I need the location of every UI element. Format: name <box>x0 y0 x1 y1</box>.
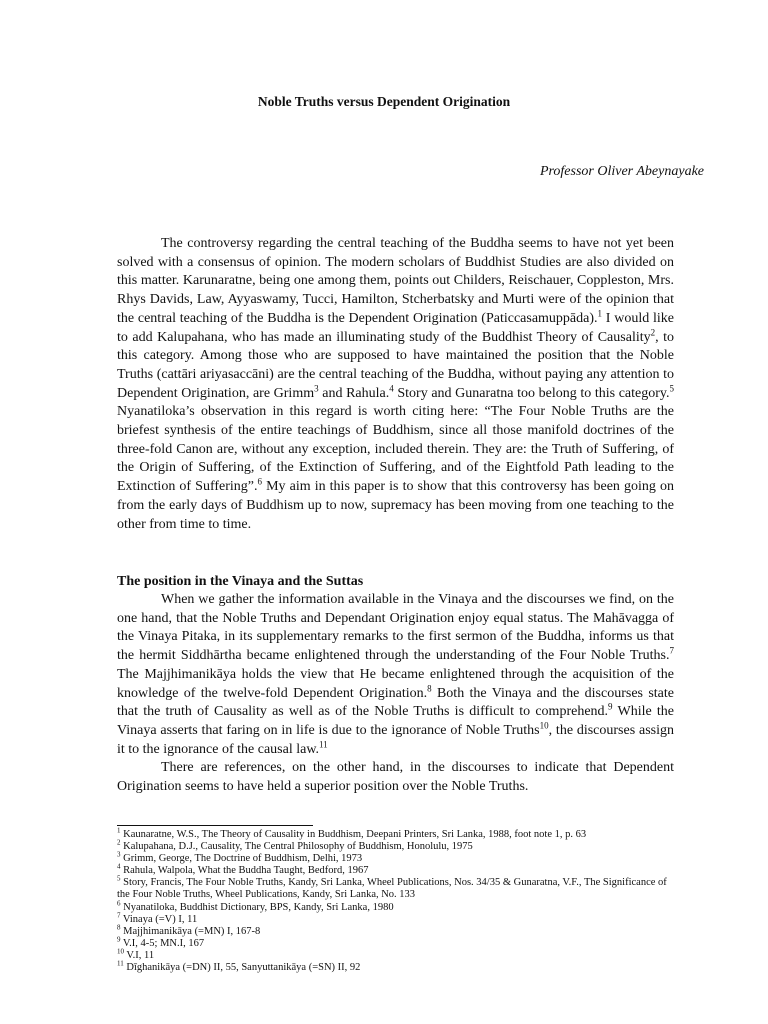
footnote-divider <box>117 825 313 826</box>
section-1 <box>117 235 674 534</box>
footnote: $^1$ Kaunaratne, W.S., The Theory of Causality in Buddhism, Deepani Printers, Sri Lanka, 1988, foot note 1, p. 63 <box>117 826 587 840</box>
footnote: $^{11}$ Dīghanikāya (=DN) II, 55, Sanyuttanikāya (=SN) II, 92 <box>117 959 361 974</box>
footnote-ref[interactable]: 10 <box>539 720 549 731</box>
section-heading: The position in the Vinaya and the Suttas <box>117 574 364 589</box>
body-paragraph: There are references, on the other hand, in the discourses to indicate that Dependent Origination seems to have held a superior position over the Noble Truths. <box>117 760 674 795</box>
footnote-ref[interactable]: 4 <box>389 382 394 393</box>
section-2 <box>117 591 674 797</box>
footnote-ref[interactable]: 6 <box>257 476 262 487</box>
footnotes <box>117 826 677 974</box>
paper-title: Noble Truths versus Dependent Origination <box>257 94 511 109</box>
footnote: $^2$ Kalupahana, D.J., Causality, The Central Philosophy of Buddhism, Honolulu, 1975 <box>117 838 473 853</box>
footnote-ref[interactable]: 9 <box>608 701 613 712</box>
footnote-ref[interactable]: 1 <box>597 308 603 319</box>
footnote-ref[interactable]: 2 <box>650 326 656 337</box>
footnote: $^3$ Grimm, George, The Doctrine of Buddhism, Delhi, 1973 <box>117 850 363 865</box>
footnote: $^5$ Story, Francis, The Four Noble Truths, Kandy, Sri Lanka, Wheel Publications, Nos. 34/35 & Gunaratna, V.F., The Significance of the Four Noble Truths, Wheel Publications, Kandy, Sri Lanka, No. 133 <box>117 874 667 901</box>
footnote: $^6$ Nyanatiloka, Buddhist Dictionary, BPS, Kandy, Sri Lanka, 1980 <box>117 899 394 913</box>
body-paragraph: When we gather the information available in the Vinaya and the discourses we find, on the one hand, that the Noble Truths and Dependant Origination enjoy equal status. The Mahāvagga of the Vinaya Pitaka, in its supplementary remarks to the first sermon of the Buddha, informs us that the hermit Siddhārtha became enlightened through the understanding of the Four Noble Truths.$^7$ The Majjhimanikāya holds the view that He became enlightened through the acquisition of the knowledge of the twelve-fold Dependent Origination.$^8$ Both the Vinaya and the discourses state that the truth of Causality as well as of the Noble Truths is difficult to comprehend.$^9$ While the Vinaya asserts that faring on in life is due to the ignorance of Noble Truths$^{10}$, the discourses assign it to the ignorance of the causal law.$^{11}$ <box>117 592 675 757</box>
footnote: $^4$ Rahula, Walpola, What the Buddha Taught, Bedford, 1967 <box>117 862 369 877</box>
author-name: Professor Oliver Abeynayake <box>539 164 704 179</box>
footnote: $^{10}$ V.I, 11 <box>117 947 155 961</box>
footnote: $^9$ V.I, 4-5; MN.I, 167 <box>117 935 205 949</box>
footnote-ref[interactable]: 8 <box>427 682 432 693</box>
footnote-ref[interactable]: 5 <box>669 382 675 393</box>
footnote: $^8$ Majjhimanikāya (=MN) I, 167-8 <box>117 923 261 937</box>
footnote: $^7$ Vinaya (=V) I, 11 <box>117 911 198 925</box>
footnote-ref[interactable]: 11 <box>319 738 328 749</box>
footnote-ref[interactable]: 3 <box>314 382 319 393</box>
footnote-ref[interactable]: 7 <box>669 645 674 656</box>
body-paragraph: The controversy regarding the central teaching of the Buddha seems to have not yet been solved with a consensus of opinion. The modern scholars of Buddhist Studies are also divided on this matter. Karunaratne, being one among them, points out Childers, Reischauer, Coppleston, Mrs. Rhys Davids, Law, Ayyaswamy, Tucci, Hamilton, Stcherbatsky and Murti were of the opinion that the central teaching of the Buddha is the Dependent Origination (Paticcasamuppāda).$^1$ I would like to add Kalupahana, who has made an illuminating study of the Buddhist Theory of Causality$^2$, to this category. Among those who are supposed to have maintained the position that the Noble Truths (cattāri ariyasaccāni) are the central teaching of the Buddha, without paying any attention to Dependent Origination, are Grimm$^3$ and Rahula.$^4$ Story and Gunaratna too belong to this category.$^5$ Nyanatiloka’s observation in this regard is worth citing here: “The Four Noble Truths are the briefest synthesis of the entire teachings of Buddhism, since all those manifold doctrines of the three-fold Canon are, without any exception, included therein. They are: the Truth of Suffering, of the Origin of Suffering, of the Extinction of Suffering, and of the Eightfold Path leading to the Extinction of Suffering”.$^6$ My aim in this paper is to show that this controversy has been going on from the early days of Buddhism up to now, supremacy has been moving from one teaching to the other from time to time. <box>117 236 675 532</box>
